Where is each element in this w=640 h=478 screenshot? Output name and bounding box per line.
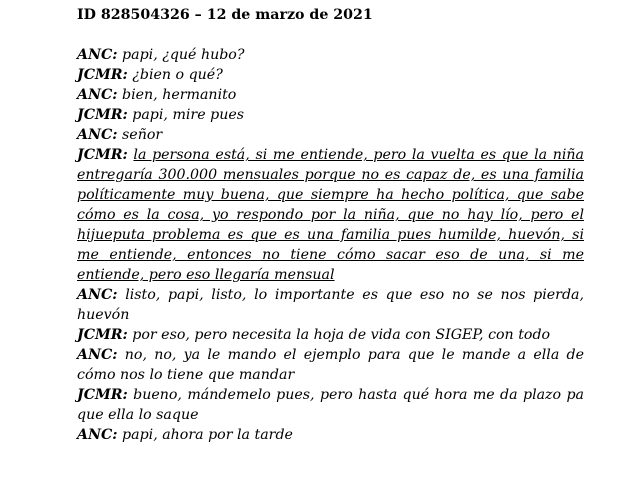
utterance-underlined: la persona está, si me entiende, pero la vuelta es que la niña entregaría 300.000 mensuales porque no es capaz de, es una familia políticamente muy buena, que siempre ha hecho política, que sabe cómo es la cosa, yo respondo por la niña, que no hay lío, pero el hijueputa problema es que es una familia pues humilde, huevón, si me entiende, entonces no tiene cómo sacar eso de una, si me entiende, pero eso llegaría mensual xyxy=(77,147,584,283)
speaker-label: ANC: xyxy=(77,127,118,143)
speaker-label: JCMR: xyxy=(77,147,128,163)
utterance: bueno, mándemelo pues, pero hasta qué hora me da plazo pa que ella lo saque xyxy=(77,387,584,423)
speaker-label: ANC: xyxy=(77,47,118,63)
transcript-line xyxy=(77,385,584,425)
speaker-label: ANC: xyxy=(77,427,118,443)
speaker-label: JCMR: xyxy=(77,67,128,83)
utterance: bien, hermanito xyxy=(122,87,237,103)
transcript-line xyxy=(77,425,584,445)
transcript-line xyxy=(77,105,584,125)
utterance: ¿bien o qué? xyxy=(132,67,223,83)
transcript xyxy=(77,45,584,445)
transcript-line xyxy=(77,45,584,65)
document-page xyxy=(77,0,584,445)
transcript-line xyxy=(77,145,584,285)
utterance: señor xyxy=(122,127,163,143)
transcript-line xyxy=(77,325,584,345)
speaker-label: JCMR: xyxy=(77,387,128,403)
utterance: no, no, ya le mando el ejemplo para que le mande a ella de cómo nos lo tiene que mandar xyxy=(77,347,585,383)
document-header: ID 828504326 – 12 de marzo de 2021 xyxy=(77,7,373,23)
transcript-line xyxy=(77,345,584,385)
transcript-line xyxy=(77,85,584,105)
utterance: papi, mire pues xyxy=(132,107,245,123)
utterance: listo, papi, listo, lo importante es que eso no se nos pierda, huevón xyxy=(77,287,584,323)
utterance: por eso, pero necesita la hoja de vida con SIGEP, con todo xyxy=(132,327,551,343)
speaker-label: ANC: xyxy=(77,87,118,103)
speaker-label: JCMR: xyxy=(77,327,128,343)
speaker-label: ANC: xyxy=(77,287,118,303)
speaker-label: JCMR: xyxy=(77,107,128,123)
transcript-line xyxy=(77,125,584,145)
speaker-label: ANC: xyxy=(77,347,118,363)
utterance: papi, ¿qué hubo? xyxy=(122,47,245,63)
utterance: papi, ahora por la tarde xyxy=(122,427,293,443)
transcript-line xyxy=(77,65,584,85)
transcript-line xyxy=(77,285,584,325)
